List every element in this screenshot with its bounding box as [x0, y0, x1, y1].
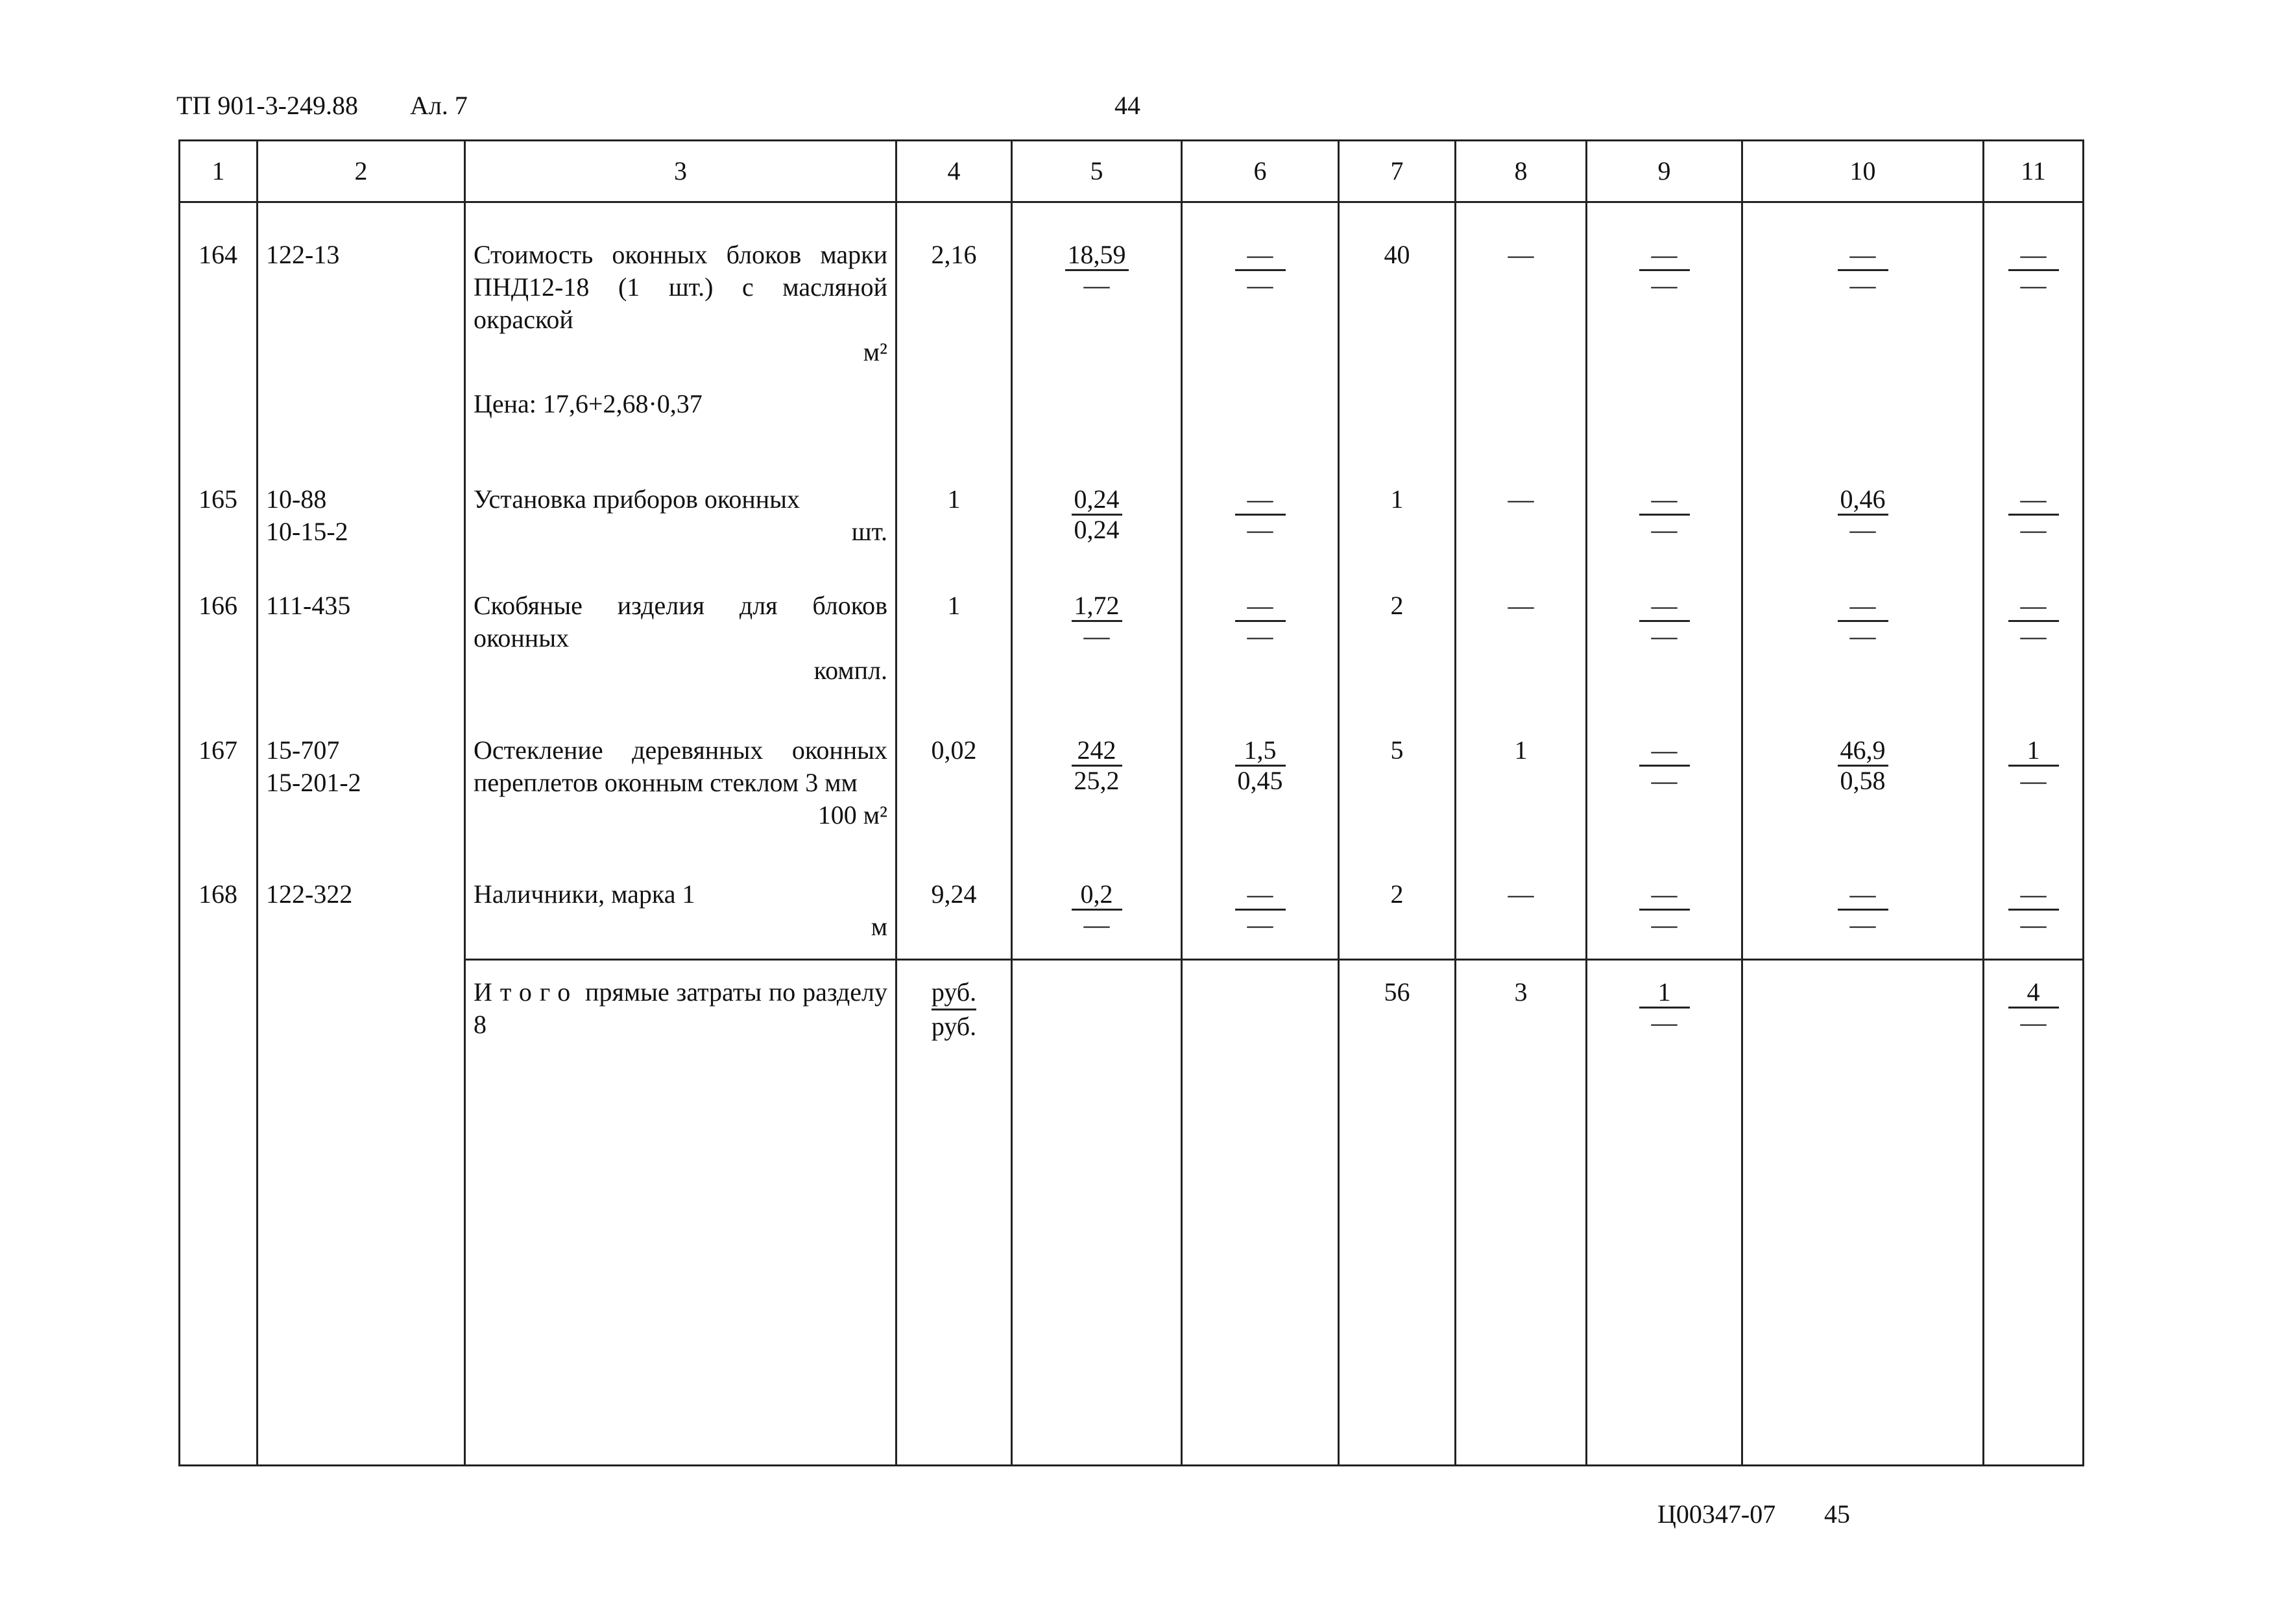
value-fraction — [2008, 485, 2060, 544]
fraction-denominator: — — [1849, 621, 1876, 651]
fraction-numerator: 0,46 — [1838, 485, 1888, 516]
cell-col-10 — [1742, 457, 1984, 564]
fraction-numerator: — — [2008, 880, 2059, 911]
value-fraction — [2008, 241, 2060, 300]
column-header: 3 — [465, 141, 896, 202]
total-col-9 — [1587, 960, 1742, 1466]
column-header: 2 — [258, 141, 465, 202]
work-description — [465, 202, 896, 458]
cell-col-7: 40 — [1339, 202, 1456, 458]
value-fraction — [1071, 880, 1123, 939]
value-fraction — [1639, 880, 1690, 939]
footer-page-number: 45 — [1824, 1499, 1850, 1529]
value-fraction — [1234, 880, 1286, 939]
column-header: 5 — [1012, 141, 1182, 202]
column-header: 4 — [896, 141, 1012, 202]
cell-col-10 — [1742, 202, 1984, 458]
column-header: 11 — [1984, 141, 2084, 202]
row-number: 164 — [180, 202, 258, 458]
fraction-numerator: — — [1639, 880, 1690, 911]
fraction-numerator: 1,72 — [1072, 591, 1122, 622]
fraction-denominator: — — [1849, 515, 1876, 545]
cell-col-7: 1 — [1339, 457, 1456, 564]
value-fraction — [1837, 485, 1889, 544]
fraction-numerator: — — [1639, 736, 1690, 767]
description-text: Установка приборов оконных — [474, 484, 800, 514]
cell-col-8: — — [1456, 457, 1587, 564]
value-fraction — [1234, 736, 1286, 795]
fraction-numerator: — — [1235, 485, 1286, 516]
quantity-cell: 1 — [896, 457, 1012, 564]
value-fraction — [1071, 736, 1123, 795]
cell-col-5 — [1012, 564, 1182, 708]
cell-col-10 — [1742, 564, 1984, 708]
fraction-numerator: 1 — [1639, 978, 1690, 1009]
fraction-denominator: — — [1651, 909, 1678, 939]
empty-cell — [1012, 960, 1182, 1466]
cell-col-7: 2 — [1339, 564, 1456, 708]
cell-col-7: 5 — [1339, 708, 1456, 852]
cell-col-9 — [1587, 202, 1742, 458]
fraction-numerator: — — [1235, 591, 1286, 622]
norm-code: 122-322 — [258, 852, 465, 960]
fraction-denominator: руб. — [931, 1012, 977, 1041]
cell-col-10 — [1742, 708, 1984, 852]
cell-col-8: 1 — [1456, 708, 1587, 852]
page-number: 44 — [1114, 91, 1140, 120]
total-col-8: 3 — [1456, 960, 1587, 1466]
work-description — [465, 564, 896, 708]
column-header: 9 — [1587, 141, 1742, 202]
unit-of-measure: компл. — [813, 656, 887, 686]
value-fraction — [1065, 241, 1129, 300]
value-fraction — [1071, 485, 1123, 544]
fraction-numerator: 46,9 — [1838, 736, 1888, 767]
column-header: 7 — [1339, 141, 1456, 202]
fraction-denominator: — — [1247, 909, 1273, 939]
fraction-numerator: — — [1639, 485, 1690, 516]
total-label — [465, 960, 896, 1466]
description-text: Остекление деревянных оконных переплетов оконным стеклом 3 мм — [474, 735, 887, 797]
total-label-spaced: Итого — [474, 977, 579, 1007]
fraction-numerator: — — [2008, 591, 2059, 622]
quantity-cell: 1 — [896, 564, 1012, 708]
fraction-numerator: 4 — [2008, 978, 2059, 1009]
table-row — [180, 708, 2084, 852]
fraction-numerator: руб. — [932, 976, 976, 1010]
fraction-denominator: — — [1083, 621, 1110, 651]
fraction-denominator: — — [2020, 909, 2047, 939]
value-fraction — [2008, 591, 2060, 651]
unit-of-measure: м — [871, 911, 887, 941]
fraction-denominator: — — [1651, 515, 1678, 545]
cell-col-7: 2 — [1339, 852, 1456, 960]
total-col-7: 56 — [1339, 960, 1456, 1466]
fraction-denominator: — — [1651, 1008, 1678, 1037]
fraction-denominator: — — [1247, 270, 1273, 300]
column-header: 10 — [1742, 141, 1984, 202]
norm-code: 111-435 — [258, 564, 465, 708]
fraction-denominator: 25,2 — [1074, 765, 1120, 795]
footer-code: Ц00347-07 — [1657, 1499, 1776, 1529]
work-description — [465, 457, 896, 564]
fraction-denominator: — — [1247, 621, 1273, 651]
fraction-denominator: — — [1083, 270, 1110, 300]
unit-of-measure: 100 м² — [817, 800, 887, 830]
fraction-numerator: — — [1639, 241, 1690, 271]
work-description — [465, 708, 896, 852]
fraction-denominator: — — [1651, 270, 1678, 300]
description-text: Наличники, марка 1 — [474, 879, 695, 909]
value-fraction — [1639, 978, 1690, 1037]
description-text: Скобяные изделия для блоков оконных — [474, 591, 887, 653]
row-number: 165 — [180, 457, 258, 564]
norm-code: 122-13 — [258, 202, 465, 458]
value-fraction — [1234, 485, 1286, 544]
value-fraction — [1837, 736, 1889, 795]
fraction-denominator: — — [2020, 621, 2047, 651]
row-number: 167 — [180, 708, 258, 852]
fraction-numerator: — — [1838, 241, 1888, 271]
cell-col-11 — [1984, 457, 2084, 564]
fraction-denominator: — — [2020, 270, 2047, 300]
fraction-denominator: — — [1247, 515, 1273, 545]
fraction-numerator: — — [1235, 880, 1286, 911]
value-fraction — [2008, 880, 2060, 939]
row-number: 166 — [180, 564, 258, 708]
value-fraction — [1639, 485, 1690, 544]
value-fraction — [1234, 591, 1286, 651]
table-row — [180, 457, 2084, 564]
fraction-denominator: — — [2020, 515, 2047, 545]
total-unit — [896, 960, 1012, 1466]
cell-col-8: — — [1456, 564, 1587, 708]
total-label-rest: прямые затраты по разделу 8 — [474, 977, 887, 1039]
quantity-cell: 0,02 — [896, 708, 1012, 852]
unit-of-measure: м² — [863, 337, 887, 366]
document-code: ТП 901-3-249.88 — [176, 91, 358, 120]
fraction-denominator: — — [2020, 1008, 2047, 1037]
cell-col-8: — — [1456, 852, 1587, 960]
quantity-cell: 2,16 — [896, 202, 1012, 458]
fraction-numerator: 0,2 — [1072, 880, 1122, 911]
cell-col-11 — [1984, 852, 2084, 960]
fraction-numerator: 242 — [1072, 736, 1122, 767]
fraction-denominator: — — [1651, 621, 1678, 651]
value-fraction — [1071, 591, 1123, 651]
estimate-table — [178, 139, 2084, 1466]
cell-col-11 — [1984, 202, 2084, 458]
cell-col-8: — — [1456, 202, 1587, 458]
value-fraction — [1234, 241, 1286, 300]
cell-col-9 — [1587, 708, 1742, 852]
fraction-numerator: — — [2008, 241, 2059, 271]
empty-cell — [1182, 960, 1339, 1466]
cell-col-5 — [1012, 457, 1182, 564]
cell-col-11 — [1984, 708, 2084, 852]
cell-col-11 — [1984, 564, 2084, 708]
unit-fraction — [932, 976, 976, 1043]
total-col-11 — [1984, 960, 2084, 1466]
quantity-cell: 9,24 — [896, 852, 1012, 960]
value-fraction — [1837, 591, 1889, 651]
fraction-numerator: — — [1838, 591, 1888, 622]
fraction-numerator: — — [1235, 241, 1286, 271]
empty-cell — [1742, 960, 1984, 1466]
table-row — [180, 852, 2084, 960]
unit-of-measure: шт. — [851, 517, 887, 547]
price-formula: Цена: 17,6+2,68·0,37 — [474, 389, 703, 418]
fraction-numerator: 18,59 — [1065, 241, 1129, 271]
cell-col-5 — [1012, 202, 1182, 458]
fraction-numerator: — — [1838, 880, 1888, 911]
cell-col-5 — [1012, 852, 1182, 960]
column-header: 1 — [180, 141, 258, 202]
value-fraction — [1837, 880, 1889, 939]
fraction-denominator: — — [1849, 909, 1876, 939]
value-fraction — [2008, 978, 2060, 1037]
fraction-numerator: — — [1639, 591, 1690, 622]
fraction-denominator: 0,45 — [1237, 765, 1283, 795]
value-fraction — [2008, 736, 2060, 795]
total-row — [180, 960, 2084, 1466]
value-fraction — [1639, 241, 1690, 300]
fraction-numerator: 1 — [2008, 736, 2059, 767]
cell-col-6 — [1182, 564, 1339, 708]
cell-col-9 — [1587, 457, 1742, 564]
cell-col-6 — [1182, 202, 1339, 458]
description-text: Стоимость оконных блоков марки ПНД12-18 (1 шт.) с масляной окраской — [474, 240, 887, 334]
column-header-row — [180, 141, 2084, 202]
fraction-denominator: — — [1651, 765, 1678, 795]
fraction-denominator: 0,24 — [1074, 515, 1120, 545]
cell-col-6 — [1182, 457, 1339, 564]
fraction-denominator: — — [2020, 765, 2047, 795]
empty-cell — [180, 960, 258, 1466]
cell-col-6 — [1182, 852, 1339, 960]
cell-col-5 — [1012, 708, 1182, 852]
norm-code: 15-707 15-201-2 — [258, 708, 465, 852]
cell-col-9 — [1587, 564, 1742, 708]
table-row — [180, 202, 2084, 458]
fraction-numerator: 1,5 — [1235, 736, 1286, 767]
fraction-denominator: 0,58 — [1840, 765, 1886, 795]
fraction-numerator: 0,24 — [1072, 485, 1122, 516]
column-header: 6 — [1182, 141, 1339, 202]
sheet-label: Ал. 7 — [410, 91, 468, 120]
value-fraction — [1639, 736, 1690, 795]
norm-code: 10-88 10-15-2 — [258, 457, 465, 564]
value-fraction — [1639, 591, 1690, 651]
row-number: 168 — [180, 852, 258, 960]
column-header: 8 — [1456, 141, 1587, 202]
cell-col-6 — [1182, 708, 1339, 852]
empty-cell — [258, 960, 465, 1466]
work-description — [465, 852, 896, 960]
fraction-numerator: — — [2008, 485, 2059, 516]
cell-col-9 — [1587, 852, 1742, 960]
value-fraction — [1837, 241, 1889, 300]
fraction-denominator: — — [1083, 909, 1110, 939]
cell-col-10 — [1742, 852, 1984, 960]
table-row — [180, 564, 2084, 708]
fraction-denominator: — — [1849, 270, 1876, 300]
